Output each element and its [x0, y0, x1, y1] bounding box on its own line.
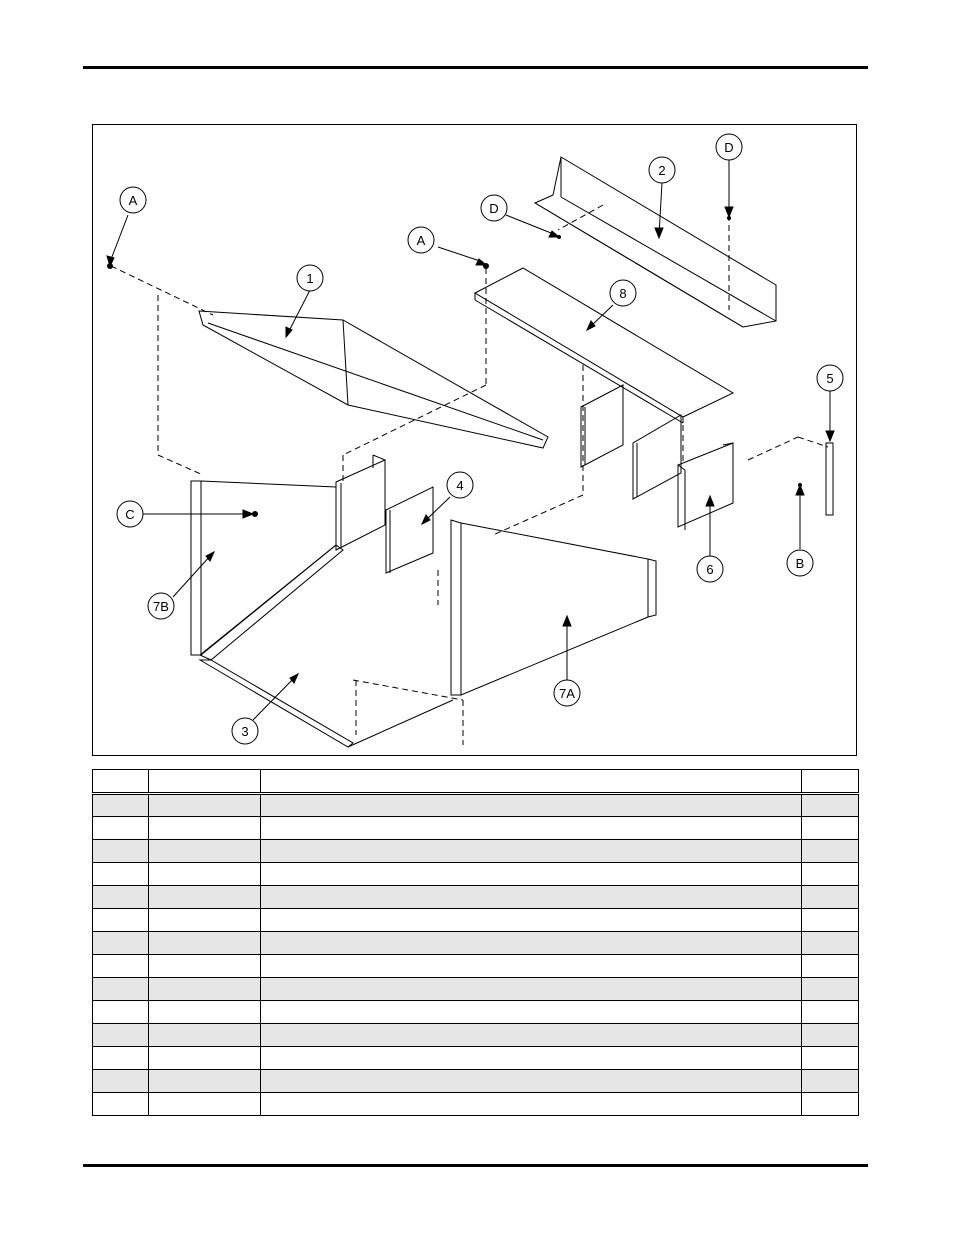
table-cell: [802, 909, 859, 932]
table-cell: [149, 817, 261, 840]
table-cell: [149, 1093, 261, 1116]
part-7B-side-panel: [191, 481, 336, 655]
part-4-block: [386, 487, 433, 573]
table-cell: [261, 1024, 802, 1047]
table-cell: [93, 817, 149, 840]
callout-6: [697, 556, 723, 582]
parts-table-body: [93, 770, 859, 1116]
footer-rule: [83, 1164, 868, 1167]
callout-A-center: [408, 227, 434, 253]
leader-lines: [107, 160, 834, 720]
table-row: [93, 886, 859, 909]
callout-6-label: 6: [706, 562, 714, 577]
table-cell: [802, 978, 859, 1001]
table-cell: [149, 909, 261, 932]
part-7A-side-panel: [451, 520, 656, 695]
table-cell: [802, 1024, 859, 1047]
table-row: [93, 1047, 859, 1070]
callout-A-left: [120, 187, 146, 213]
part-8-side-blocks: [581, 385, 681, 499]
header-cell: [149, 770, 261, 794]
callout-2: [649, 157, 675, 183]
callout-4: [447, 472, 473, 498]
table-row: [93, 794, 859, 817]
table-cell: [261, 794, 802, 817]
callout-5-label: 5: [826, 371, 834, 386]
callout-D-right: [716, 134, 742, 160]
table-cell: [93, 886, 149, 909]
table-cell: [802, 1070, 859, 1093]
part-2-angle-channel: [535, 157, 776, 327]
table-cell: [93, 1093, 149, 1116]
table-row: [93, 863, 859, 886]
table-cell: [93, 1024, 149, 1047]
table-cell: [802, 932, 859, 955]
callout-C-label: C: [125, 507, 135, 522]
part-5-strip: [826, 443, 833, 515]
callout-7A-label: 7A: [559, 686, 575, 701]
table-cell: [261, 840, 802, 863]
fastener-dots: [107, 216, 802, 517]
table-row: [93, 1001, 859, 1024]
table-cell: [261, 1047, 802, 1070]
callout-3-label: 3: [241, 724, 249, 739]
table-row: [93, 955, 859, 978]
table-cell: [261, 955, 802, 978]
table-cell: [93, 932, 149, 955]
callout-7B: [148, 593, 174, 619]
callout-8: [610, 280, 636, 306]
table-cell: [149, 840, 261, 863]
callout-1: [297, 265, 323, 291]
table-row: [93, 909, 859, 932]
table-cell: [261, 863, 802, 886]
table-cell: [802, 955, 859, 978]
table-cell: [802, 817, 859, 840]
callout-7B-label: 7B: [153, 599, 169, 614]
table-cell: [802, 886, 859, 909]
table-cell: [261, 886, 802, 909]
table-row: [93, 817, 859, 840]
part-8-top-panel: [475, 268, 733, 423]
table-cell: [93, 1001, 149, 1024]
callout-2-label: 2: [658, 163, 666, 178]
header-cell: [261, 770, 802, 794]
callout-D-left: [481, 195, 507, 221]
table-cell: [93, 955, 149, 978]
table-cell: [93, 909, 149, 932]
part-3-floor: [200, 545, 453, 747]
table-cell: [261, 1093, 802, 1116]
table-cell: [261, 1070, 802, 1093]
table-row: [93, 1024, 859, 1047]
table-cell: [802, 1047, 859, 1070]
callout-A-center-label: A: [416, 233, 426, 248]
table-cell: [93, 1047, 149, 1070]
table-row: [93, 1070, 859, 1093]
table-cell: [93, 1070, 149, 1093]
callout-7A: [554, 680, 580, 706]
table-cell: [149, 1070, 261, 1093]
table-cell: [802, 1093, 859, 1116]
table-cell: [149, 886, 261, 909]
table-cell: [261, 978, 802, 1001]
table-cell: [149, 1047, 261, 1070]
exploded-assembly-diagram: [92, 124, 857, 756]
table-cell: [149, 955, 261, 978]
table-row: [93, 978, 859, 1001]
callout-D-right-label: D: [724, 140, 734, 155]
table-cell: [802, 794, 859, 817]
callout-B: [787, 550, 813, 576]
table-cell: [261, 817, 802, 840]
table-cell: [802, 863, 859, 886]
table-row: [93, 932, 859, 955]
parts-list-table: [92, 769, 859, 1116]
header-rule: [83, 66, 868, 69]
callout-bubbles: [117, 134, 843, 744]
diagram-canvas: [93, 125, 858, 757]
table-cell: [149, 863, 261, 886]
callout-3: [232, 718, 258, 744]
table-row: [93, 840, 859, 863]
table-cell: [149, 932, 261, 955]
header-cell: [802, 770, 859, 794]
table-cell: [93, 840, 149, 863]
table-cell: [261, 909, 802, 932]
table-cell: [149, 794, 261, 817]
table-cell: [149, 1024, 261, 1047]
callout-A-left-label: A: [128, 193, 138, 208]
table-cell: [93, 863, 149, 886]
table-cell: [802, 840, 859, 863]
callout-D-left-label: D: [489, 201, 499, 216]
header-cell: [93, 770, 149, 794]
table-cell: [261, 1001, 802, 1024]
table-cell: [149, 1001, 261, 1024]
table-cell: [802, 1001, 859, 1024]
part-1-bracket: [199, 311, 548, 448]
callout-8-label: 8: [619, 286, 627, 301]
callout-5: [817, 365, 843, 391]
callout-C: [117, 501, 143, 527]
part-6-box: [678, 443, 733, 530]
callout-1-label: 1: [306, 271, 314, 286]
callout-4-label: 4: [456, 478, 464, 493]
table-cell: [261, 932, 802, 955]
table-row: [93, 1093, 859, 1116]
table-header-row: [93, 770, 859, 794]
callout-B-label: B: [795, 556, 805, 571]
table-cell: [149, 978, 261, 1001]
table-cell: [93, 978, 149, 1001]
table-cell: [93, 794, 149, 817]
